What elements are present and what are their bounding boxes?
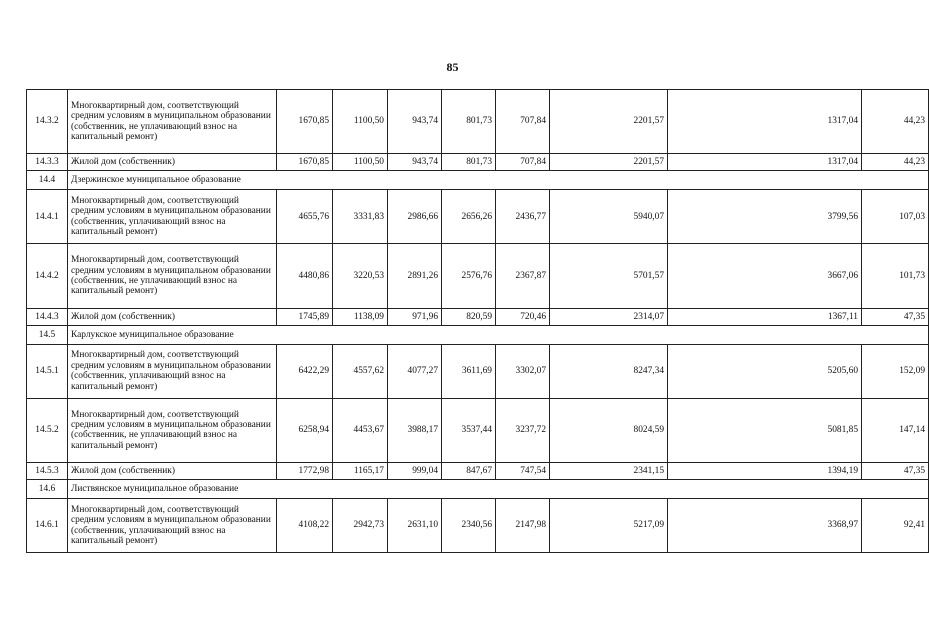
value-cell: 3667,06	[668, 244, 862, 308]
value-cell: 801,73	[442, 154, 496, 171]
value-cell: 2314,07	[550, 308, 668, 325]
row-number: 14.4.3	[27, 308, 68, 325]
value-cell: 2631,10	[388, 499, 442, 553]
value-cell: 3302,07	[496, 344, 550, 398]
row-number: 14.5	[27, 325, 68, 344]
value-cell: 44,23	[862, 154, 929, 171]
value-cell: 4077,27	[388, 344, 442, 398]
value-cell: 747,54	[496, 463, 550, 480]
value-cell: 1394,19	[668, 463, 862, 480]
value-cell: 2576,76	[442, 244, 496, 308]
table-row	[27, 344, 929, 398]
table-row	[27, 190, 929, 244]
row-description: Многоквартирный дом, соответствующий средним условиям в муниципальном образовании (собственник, уплачивающий взнос на капитальный ремонт)	[68, 499, 277, 553]
value-cell: 3537,44	[442, 398, 496, 462]
row-description: Жилой дом (собственник)	[68, 154, 277, 171]
section-title: Дзержинское муниципальное образование	[68, 171, 929, 190]
value-cell: 1317,04	[668, 90, 862, 154]
value-cell: 4480,86	[277, 244, 333, 308]
value-cell: 6258,94	[277, 398, 333, 462]
value-cell: 92,41	[862, 499, 929, 553]
table-row	[27, 244, 929, 308]
value-cell: 5701,57	[550, 244, 668, 308]
value-cell: 44,23	[862, 90, 929, 154]
value-cell: 2147,98	[496, 499, 550, 553]
value-cell: 4655,76	[277, 190, 333, 244]
value-cell: 1165,17	[333, 463, 388, 480]
row-number: 14.4.2	[27, 244, 68, 308]
table-row	[27, 499, 929, 553]
value-cell: 801,73	[442, 90, 496, 154]
value-cell: 4108,22	[277, 499, 333, 553]
row-number: 14.3.2	[27, 90, 68, 154]
section-row	[27, 325, 929, 344]
row-number: 14.5.1	[27, 344, 68, 398]
tariff-table	[26, 89, 929, 553]
value-cell: 3237,72	[496, 398, 550, 462]
value-cell: 2656,26	[442, 190, 496, 244]
value-cell: 1100,50	[333, 90, 388, 154]
section-row	[27, 480, 929, 499]
value-cell: 6422,29	[277, 344, 333, 398]
value-cell: 2942,73	[333, 499, 388, 553]
value-cell: 107,03	[862, 190, 929, 244]
value-cell: 1670,85	[277, 154, 333, 171]
value-cell: 999,04	[388, 463, 442, 480]
value-cell: 971,96	[388, 308, 442, 325]
value-cell: 2201,57	[550, 90, 668, 154]
value-cell: 1138,09	[333, 308, 388, 325]
value-cell: 707,84	[496, 154, 550, 171]
value-cell: 3611,69	[442, 344, 496, 398]
row-description: Жилой дом (собственник)	[68, 463, 277, 480]
row-description: Многоквартирный дом, соответствующий средним условиям в муниципальном образовании (собственник, не уплачивающий взнос на капитальный ремонт)	[68, 398, 277, 462]
row-number: 14.5.2	[27, 398, 68, 462]
value-cell: 2367,87	[496, 244, 550, 308]
section-title: Листвянское муниципальное образование	[68, 480, 929, 499]
value-cell: 943,74	[388, 90, 442, 154]
value-cell: 147,14	[862, 398, 929, 462]
row-number: 14.3.3	[27, 154, 68, 171]
value-cell: 2891,26	[388, 244, 442, 308]
value-cell: 720,46	[496, 308, 550, 325]
value-cell: 1772,98	[277, 463, 333, 480]
row-description: Многоквартирный дом, соответствующий средним условиям в муниципальном образовании (собственник, не уплачивающий взнос на капитальный ремонт)	[68, 244, 277, 308]
value-cell: 847,67	[442, 463, 496, 480]
value-cell: 1745,89	[277, 308, 333, 325]
value-cell: 47,35	[862, 463, 929, 480]
row-description: Жилой дом (собственник)	[68, 308, 277, 325]
value-cell: 5940,07	[550, 190, 668, 244]
row-number: 14.5.3	[27, 463, 68, 480]
value-cell: 3368,97	[668, 499, 862, 553]
value-cell: 3988,17	[388, 398, 442, 462]
section-row	[27, 171, 929, 190]
row-description: Многоквартирный дом, соответствующий средним условиям в муниципальном образовании (собственник, уплачивающий взнос на капитальный ремонт)	[68, 344, 277, 398]
table-row	[27, 308, 929, 325]
value-cell: 1670,85	[277, 90, 333, 154]
value-cell: 1100,50	[333, 154, 388, 171]
value-cell: 5217,09	[550, 499, 668, 553]
value-cell: 3799,56	[668, 190, 862, 244]
value-cell: 3331,83	[333, 190, 388, 244]
value-cell: 707,84	[496, 90, 550, 154]
value-cell: 943,74	[388, 154, 442, 171]
value-cell: 2340,56	[442, 499, 496, 553]
value-cell: 2341,15	[550, 463, 668, 480]
value-cell: 5205,60	[668, 344, 862, 398]
row-number: 14.4	[27, 171, 68, 190]
value-cell: 3220,53	[333, 244, 388, 308]
row-number: 14.6.1	[27, 499, 68, 553]
section-title: Карлукское муниципальное образование	[68, 325, 929, 344]
table-row	[27, 154, 929, 171]
value-cell: 2986,66	[388, 190, 442, 244]
page-number: 85	[446, 60, 459, 74]
row-number: 14.4.1	[27, 190, 68, 244]
value-cell: 152,09	[862, 344, 929, 398]
value-cell: 8247,34	[550, 344, 668, 398]
row-description: Многоквартирный дом, соответствующий средним условиям в муниципальном образовании (собственник, уплачивающий взнос на капитальный ремонт)	[68, 190, 277, 244]
table-row	[27, 90, 929, 154]
value-cell: 4557,62	[333, 344, 388, 398]
table-body	[27, 90, 929, 553]
row-number: 14.6	[27, 480, 68, 499]
value-cell: 820,59	[442, 308, 496, 325]
table-row	[27, 398, 929, 462]
value-cell: 8024,59	[550, 398, 668, 462]
value-cell: 101,73	[862, 244, 929, 308]
value-cell: 2201,57	[550, 154, 668, 171]
value-cell: 1367,11	[668, 308, 862, 325]
row-description: Многоквартирный дом, соответствующий средним условиям в муниципальном образовании (собственник, не уплачивающий взнос на капитальный ремонт)	[68, 90, 277, 154]
value-cell: 4453,67	[333, 398, 388, 462]
value-cell: 47,35	[862, 308, 929, 325]
value-cell: 1317,04	[668, 154, 862, 171]
value-cell: 5081,85	[668, 398, 862, 462]
table-row	[27, 463, 929, 480]
value-cell: 2436,77	[496, 190, 550, 244]
